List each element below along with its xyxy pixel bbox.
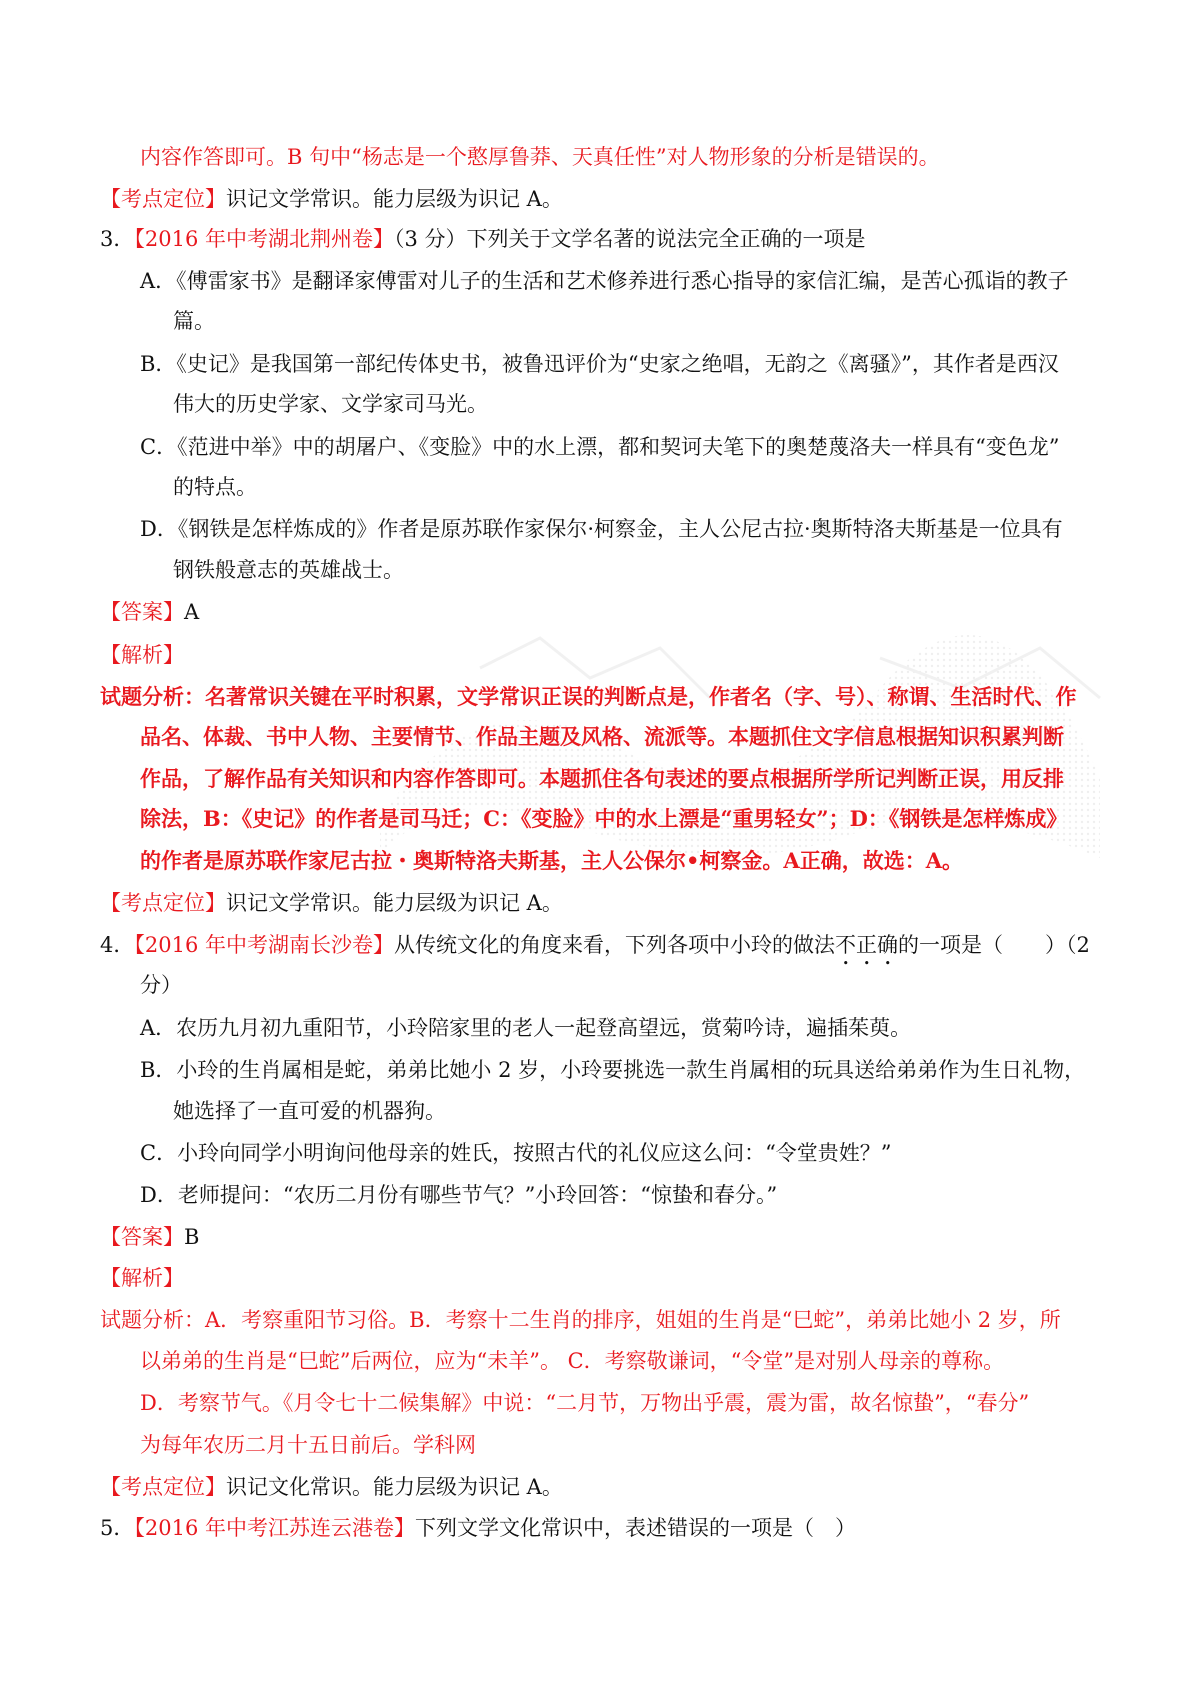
kaodian-text: 识记文化常识。能力层级为识记 A。 — [226, 1475, 563, 1499]
answer-value: A — [184, 600, 200, 624]
q3-option-c: C．《范进中举》中的胡屠户、《变脸》中的水上漂，都和契诃夫笔下的奥楚蔑洛夫一样具有“变色龙” — [140, 435, 1060, 459]
q4-analysis-tag: 【解析】 — [100, 1266, 184, 1290]
question-number: 3． — [100, 227, 135, 251]
q3-option-b-cont: 伟大的历史学家、文学家司马光。 — [173, 392, 488, 416]
q3-option-d-cont: 钢铁般意志的英雄战士。 — [173, 558, 404, 582]
q3-analysis-line-4: 除法，B：《史记》的作者是司马迁；C：《变脸》中的水上漂是“重男轻女”；D：《钢铁是怎样炼成》 — [140, 806, 1068, 831]
answer-value: B — [184, 1225, 200, 1249]
q4-stem-cont: 分） — [140, 973, 182, 997]
q4-answer — [100, 1222, 199, 1252]
q3-analysis-line-5: 的作者是原苏联作家尼古拉・奥斯特洛夫斯基，主人公保尔•柯察金。A正确，故选：A。 — [140, 848, 964, 873]
q4-option-b: B．小玲的生肖属相是蛇，弟弟比她小 2 岁，小玲要挑选一款生肖属相的玩具送给弟弟作为生日礼物， — [140, 1058, 1086, 1082]
q4-analysis-line-4: 为每年农历二月十五日前后。学科网 — [140, 1433, 476, 1457]
question-stem: 下列文学文化常识中，表述错误的一项是（ ） — [415, 1516, 856, 1540]
kaodian-tag: 【考点定位】 — [100, 891, 226, 915]
q3-option-a-cont: 篇。 — [173, 309, 215, 333]
answer-tag: 【答案】 — [100, 1225, 184, 1249]
q2-tail-line: 内容作答即可。B 句中“杨志是一个憨厚鲁莽、天真任性”对人物形象的分析是错误的。 — [140, 145, 940, 169]
q4-option-a: A．农历九月初九重阳节，小玲陪家里的老人一起登高望远，赏菊吟诗，遍插茱萸。 — [140, 1016, 912, 1040]
kaodian-tag: 【考点定位】 — [100, 187, 226, 211]
q3-stem — [100, 224, 866, 254]
q2-kaodian — [100, 184, 563, 214]
kaodian-tag: 【考点定位】 — [100, 1475, 226, 1499]
q3-answer — [100, 597, 199, 627]
q3-kaodian — [100, 888, 563, 918]
q3-analysis-line-1: 试题分析：名著常识关键在平时积累，文学常识正误的判断点是，作者名（字、号）、称谓、生活时代、作 — [100, 684, 1077, 709]
question-number: 5． — [100, 1516, 135, 1540]
q3-option-d: D．《钢铁是怎样炼成的》作者是原苏联作家保尔·柯察金，主人公尼古拉·奥斯特洛夫斯基是一位具有 — [140, 517, 1063, 541]
q4-analysis-line-1: 试题分析：A．考察重阳节习俗。B．考察十二生肖的排序，姐姐的生肖是“巳蛇”，弟弟比她小 2 岁，所 — [100, 1308, 1061, 1332]
question-stem-pre: 从传统文化的角度来看，下列各项中小玲的做法 — [394, 933, 835, 957]
question-source: 【2016 年中考湖北荆州卷】 — [134, 227, 394, 251]
question-source: 【2016 年中考湖南长沙卷】 — [134, 933, 394, 957]
q4-analysis-line-2: 以弟弟的生肖是“巳蛇”后两位，应为“未羊”。 C．考察敬谦词，“令堂”是对别人母亲的尊称。 — [140, 1349, 1005, 1373]
q3-analysis-line-2: 品名、体裁、书中人物、主要情节、作品主题及风格、流派等。本题抓住文字信息根据知识积累判断 — [140, 724, 1064, 749]
kaodian-text: 识记文学常识。能力层级为识记 A。 — [226, 187, 563, 211]
q5-stem — [100, 1513, 856, 1543]
q4-option-b-cont: 她选择了一直可爱的机器狗。 — [173, 1099, 446, 1123]
q4-analysis-line-3: D．考察节气。《月令七十二候集解》中说：“二月节，万物出乎震，震为雷，故名惊蛰”，“春分” — [140, 1391, 1030, 1415]
q4-stem — [100, 930, 1090, 970]
q4-kaodian — [100, 1472, 563, 1502]
q4-option-d: D．老师提问：“农历二月份有哪些节气？”小玲回答：“惊蛰和春分。” — [140, 1183, 778, 1207]
question-source: 【2016 年中考江苏连云港卷】 — [134, 1516, 415, 1540]
question-number: 4． — [100, 933, 135, 957]
answer-tag: 【答案】 — [100, 600, 184, 624]
question-stem-post: 的一项是（ ）（2 — [898, 933, 1090, 957]
q4-option-c: C．小玲向同学小明询问他母亲的姓氏，按照古代的礼仪应这么问：“令堂贵姓？” — [140, 1141, 892, 1165]
q3-analysis-tag: 【解析】 — [100, 643, 184, 667]
kaodian-text: 识记文学常识。能力层级为识记 A。 — [226, 891, 563, 915]
q3-option-b: B．《史记》是我国第一部纪传体史书，被鲁迅评价为“史家之绝唱，无韵之《离骚》”，其作者是西汉 — [140, 352, 1059, 376]
question-stem-emphasis: 不正确 — [835, 933, 898, 957]
q3-analysis-line-3: 作品，了解作品有关知识和内容作答即可。本题抓住各句表述的要点根据所学所记判断正误，用反排 — [140, 766, 1064, 791]
watermark-pattern — [360, 628, 1120, 878]
question-stem: （3 分）下列关于文学名著的说法完全正确的一项是 — [394, 227, 866, 251]
q3-option-a: A．《傅雷家书》是翻译家傅雷对儿子的生活和艺术修养进行悉心指导的家信汇编，是苦心孤诣的教子 — [140, 269, 1069, 293]
q3-option-c-cont: 的特点。 — [173, 475, 257, 499]
